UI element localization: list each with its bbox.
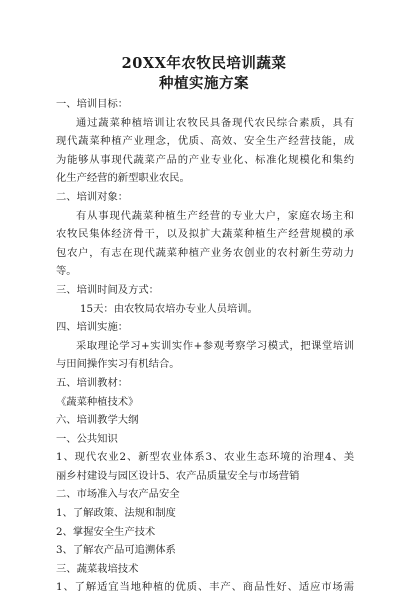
- document-title-line-1: 20XX年农牧民培训蔬菜: [121, 55, 287, 72]
- document-line: 15天：由农牧局农培办专业人员培训。: [80, 302, 258, 315]
- document-line: 化生产经营的新型职业农民。: [56, 172, 190, 185]
- document-line: 二、市场准入与农产品安全: [56, 488, 180, 501]
- document-line: 等。: [56, 265, 77, 278]
- document-line: 2、掌握安全生产技术: [56, 525, 156, 538]
- document-line: 一、培训目标：: [56, 98, 129, 110]
- document-line: 通过蔬菜种植培训让农牧民具备现代农民综合素质，具有: [76, 116, 354, 129]
- document-title-line-2: 种植实施方案: [159, 75, 249, 92]
- document-line: 为能够从事现代蔬菜产品的产业专业化、标准化规模化和集约: [56, 153, 354, 166]
- document-line: 3、了解农产品可追溯体系: [56, 544, 176, 557]
- document-line: 包农户，有志在现代蔬菜种植产业务农创业的农村新生劳动力: [56, 246, 354, 259]
- document-line: 1、了解政策、法规和制度: [56, 507, 176, 520]
- document-line: 四、培训实施：: [56, 321, 129, 334]
- document-line: 采取理论学习+实训实作+参观考察学习模式，把课堂培训: [76, 339, 354, 352]
- document-line: 二、培训对象：: [56, 190, 129, 203]
- document-line: 三、培训时间及方式：: [56, 283, 159, 296]
- document-line: 《蔬菜种植技术》: [56, 395, 139, 408]
- document-line: 1、了解适宜当地种植的优质、丰产、商品性好、适应市场需: [56, 581, 354, 594]
- document-line: 1、现代农业2、新型农业体系3、农业生态环境的治理4、美: [56, 451, 354, 464]
- document-line: 丽乡村建设与园区设计5、农产品质量安全与市场营销: [56, 469, 300, 482]
- document-line: 农牧民集体经济骨干，以及拟扩大蔬菜种植生产经营规模的承: [56, 228, 354, 241]
- document-line: 五、培训教材：: [56, 376, 129, 389]
- document-body: [56, 95, 354, 597]
- document-line: 与田间操作实习有机结合。: [56, 358, 180, 371]
- document-line: 一、公共知识: [56, 432, 118, 445]
- document-line: 六、培训教学大纲: [56, 414, 139, 427]
- document-line: 现代蔬菜种植产业理念，优质、高效、安全生产经营技能，成: [56, 135, 354, 148]
- document-line: 三、蔬菜栽培技术: [56, 562, 139, 575]
- document-line: 有从事现代蔬菜种植生产经营的专业大户，家庭农场主和: [76, 209, 354, 222]
